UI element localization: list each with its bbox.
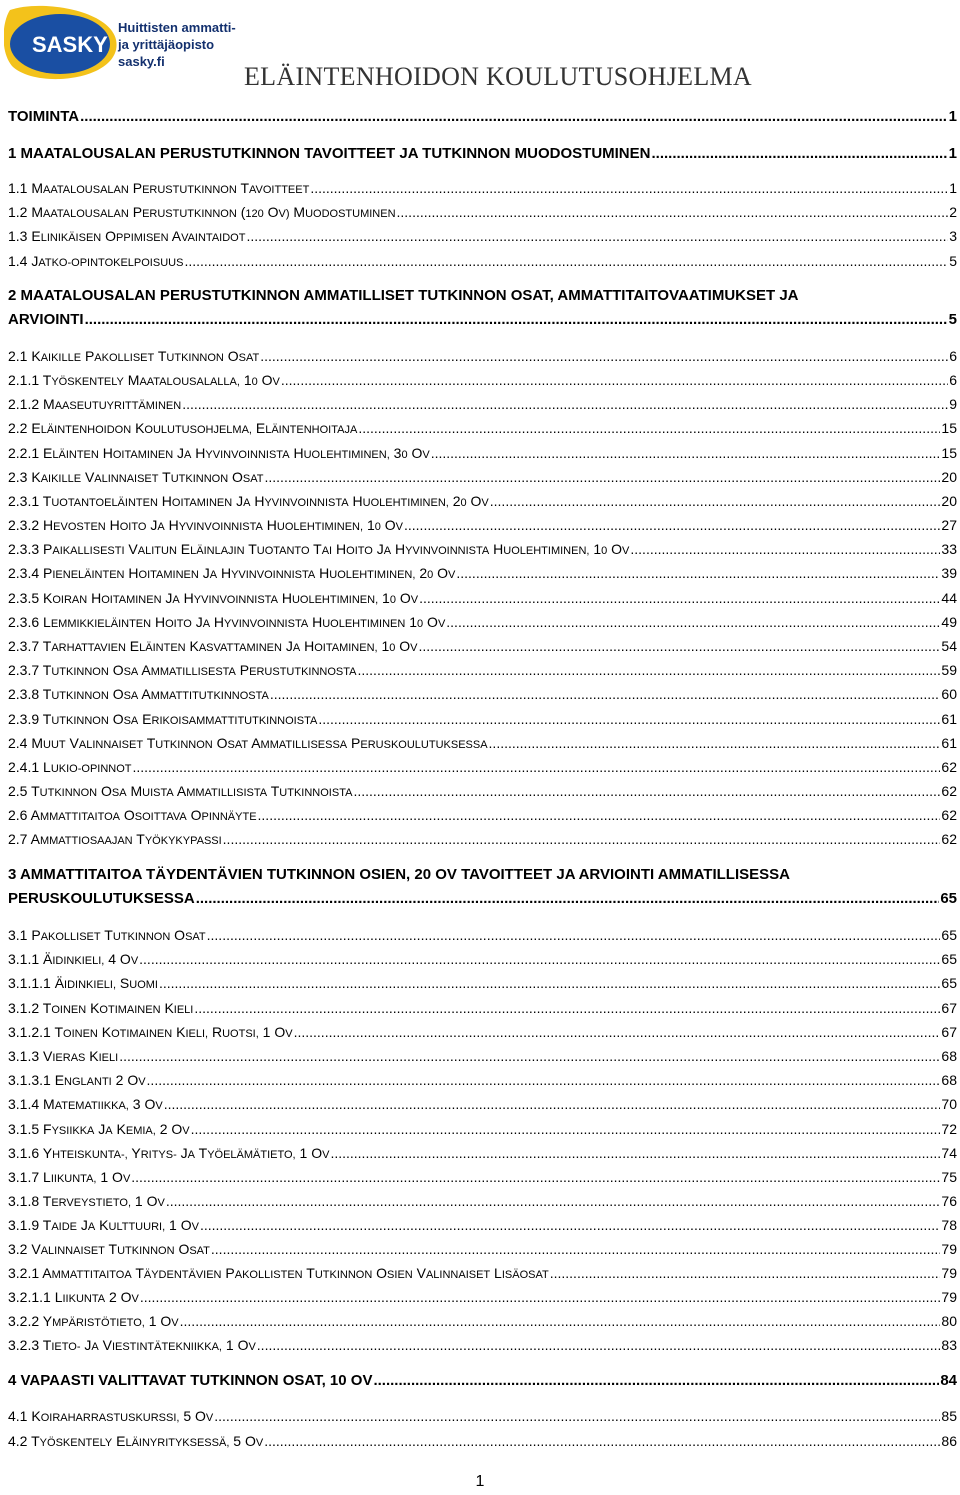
toc-entry-s2[interactable]: [8, 287, 957, 328]
dot-leader: [265, 469, 941, 485]
toc-entry-s2-3-7b[interactable]: [8, 662, 957, 678]
toc-entry-title: 2.1.1 TYÖSKENTELY MAATALOUSALALLA, 10 OV: [8, 372, 280, 388]
toc-entry-title: 2.3.7 TUTKINNON OSA AMMATILLISESTA PERUSTUTKINNOSTA: [8, 662, 357, 678]
toc-page-number: 1: [948, 108, 957, 125]
toc-page-number: 20: [941, 469, 957, 485]
toc-entry-title: TOIMINTA: [8, 108, 80, 125]
dot-leader: [196, 890, 940, 907]
toc-page-number: 65: [941, 975, 957, 991]
toc-entry-s3-1-1[interactable]: [8, 951, 957, 967]
dot-leader: [281, 372, 948, 388]
logo-line1: Huittisten ammatti-: [118, 20, 236, 35]
toc-entry-title: 1.2 MAATALOUSALAN PERUSTUTKINNON (120 OV) MUODOSTUMINEN: [8, 204, 396, 220]
toc-entry-title: 2.3.1 TUOTANTOELÄINTEN HOITAMINEN JA HYVINVOINNISTA HUOLEHTIMINEN, 20 OV: [8, 493, 489, 509]
toc-entry-title: 3.1.3 VIERAS KIELI: [8, 1048, 119, 1064]
toc-entry-title: 2.4.1 LUKIO-OPINNOT: [8, 759, 132, 775]
toc-entry-title: 2.4 MUUT VALINNAISET TUTKINNON OSAT AMMATILLISESSA PERUSKOULUTUKSESSA: [8, 735, 488, 751]
dot-leader: [630, 541, 940, 557]
toc-entry-title: 2.3.6 LEMMIKKIELÄINTEN HOITO JA HYVINVOINNISTA HUOLEHTIMINEN 10 OV: [8, 614, 446, 630]
dot-leader: [358, 420, 940, 436]
toc-entry-s3-1-1-1[interactable]: [8, 975, 957, 991]
toc-entry-title: 3 AMMATTITAITOA TÄYDENTÄVIEN TUTKINNON OSIEN, 20 OV TAVOITTEET JA ARVIOINTI AMMATILLISESSA: [8, 866, 790, 883]
toc-page-number: 84: [940, 1372, 957, 1389]
toc-entry-title: 3.1.1 ÄIDINKIELI, 4 OV: [8, 951, 139, 967]
toc-entry-title: 2.5 TUTKINNON OSA MUISTA AMMATILLISISTA TUTKINNOISTA: [8, 783, 353, 799]
toc-entry-s3-1-2-1[interactable]: [8, 1024, 957, 1040]
toc-entry-title: 2 MAATALOUSALAN PERUSTUTKINNON AMMATILLISET TUTKINNON OSAT, AMMATTITAITOVAATIMUKSET JA: [8, 287, 799, 304]
toc-entry-s2-3[interactable]: [8, 469, 957, 485]
toc-page-number: 75: [941, 1169, 957, 1185]
toc-page-number: 15: [941, 445, 957, 461]
toc-entry-title: 2.3.5 KOIRAN HOITAMINEN JA HYVINVOINNISTA HUOLEHTIMINEN, 10 OV: [8, 590, 419, 606]
toc-entry-title: 2.1 KAIKILLE PAKOLLISET TUTKINNON OSAT: [8, 348, 260, 364]
toc-entry-title: 3.1.5 FYSIIKKA JA KEMIA, 2 OV: [8, 1121, 190, 1137]
toc-page-number: 1: [948, 145, 957, 162]
toc-entry-s4-2[interactable]: [8, 1433, 957, 1449]
dot-leader: [133, 759, 941, 775]
toc-entry-title: 3.1.1.1 ÄIDINKIELI, SUOMI: [8, 975, 158, 991]
dot-leader: [446, 614, 940, 630]
dot-leader: [85, 311, 948, 328]
toc-page-number: 65: [941, 927, 957, 943]
toc-entry-s4-1[interactable]: [8, 1408, 957, 1424]
logo-line3: sasky.fi: [118, 54, 165, 69]
toc-page-number: 49: [941, 614, 957, 630]
toc-page-number: 83: [941, 1337, 957, 1353]
toc-entry-toiminta[interactable]: [8, 108, 957, 125]
dot-leader: [419, 590, 940, 606]
toc-page-number: 62: [941, 759, 957, 775]
toc-entry-title: 3.1.8 TERVEYSTIETO, 1 OV: [8, 1193, 165, 1209]
toc-entry-s2-2-1[interactable]: [8, 445, 957, 461]
dot-leader: [260, 348, 948, 364]
dot-leader: [211, 1241, 941, 1257]
toc-page-number: 15: [941, 420, 957, 436]
dot-leader: [200, 1217, 940, 1233]
toc-page-number: 61: [941, 711, 957, 727]
toc-entry-title: 3.1.7 LIIKUNTA, 1 OV: [8, 1169, 131, 1185]
toc-entry-title: 3.2.1.1 LIIKUNTA 2 OV: [8, 1289, 139, 1305]
toc-entry-title: 4.1 KOIRAHARRASTUSKURSSI, 5 OV: [8, 1408, 214, 1424]
toc-page-number: 44: [941, 590, 957, 606]
dot-leader: [318, 711, 940, 727]
toc-entry-s3-2-3[interactable]: [8, 1337, 957, 1353]
toc-entry-s2-3-5[interactable]: [8, 590, 957, 606]
toc-entry-s2-1-1[interactable]: [8, 372, 957, 388]
toc-entry-s2-3-7a[interactable]: [8, 638, 957, 654]
toc-entry-title: 3.2.1 AMMATTITAITOA TÄYDENTÄVIEN PAKOLLISTEN TUTKINNON OSIEN VALINNAISET LISÄOSAT: [8, 1265, 549, 1281]
dot-leader: [159, 975, 940, 991]
toc-page-number: 1: [949, 180, 957, 196]
toc-entry-s4[interactable]: [8, 1372, 957, 1389]
dot-leader: [294, 1024, 941, 1040]
toc-page-number: 68: [941, 1048, 957, 1064]
toc-entry-s2-2[interactable]: [8, 420, 957, 436]
toc-page-number: 54: [941, 638, 957, 654]
toc-entry-title: 4 VAPAASTI VALITTAVAT TUTKINNON OSAT, 10 OV: [8, 1372, 373, 1389]
toc-page-number: 79: [941, 1265, 957, 1281]
toc-entry-title: 4.2 TYÖSKENTELY ELÄINYRITYKSESSÄ, 5 OV: [8, 1433, 264, 1449]
toc-entry-title: 2.2 ELÄINTENHOIDON KOULUTUSOHJELMA, ELÄINTENHOITAJA: [8, 420, 358, 436]
dot-leader: [489, 735, 941, 751]
dot-leader: [80, 108, 948, 125]
toc-entry-s1-4[interactable]: [8, 253, 957, 269]
toc-page-number: 5: [948, 311, 957, 328]
toc-entry-s3-2[interactable]: [8, 1241, 957, 1257]
toc-entry-s2-3-6[interactable]: [8, 614, 957, 630]
toc-entry-title: 3.1.9 TAIDE JA KULTTUURI, 1 OV: [8, 1217, 199, 1233]
dot-leader: [180, 1313, 941, 1329]
toc-page-number: 65: [940, 890, 957, 907]
toc-entry-s2-3-8[interactable]: [8, 686, 957, 702]
toc-entry-title: 3.1 PAKOLLISET TUTKINNON OSAT: [8, 927, 206, 943]
dot-leader: [490, 493, 941, 509]
dot-leader: [373, 1372, 939, 1389]
toc-entry-title: 2.3.3 PAIKALLISESTI VALITUN ELÄINLAJIN TUOTANTO TAI HOITO JA HYVINVOINNISTA HUOLEHTIMINEN, 10 OV: [8, 541, 630, 557]
toc-entry-s2-4[interactable]: [8, 735, 957, 751]
toc-page-number: 33: [941, 541, 957, 557]
toc-page-number: 61: [941, 735, 957, 751]
dot-leader: [191, 1121, 941, 1137]
toc-page-number: 27: [941, 517, 957, 533]
toc-page-number: 86: [941, 1433, 957, 1449]
dot-leader: [330, 1145, 940, 1161]
dot-leader: [310, 180, 948, 196]
dot-leader: [131, 1169, 940, 1185]
toc-page-number: 39: [941, 565, 957, 581]
toc-entry-title: 3.2.3 TIETO- JA VIESTINTÄTEKNIIKKA, 1 OV: [8, 1337, 256, 1353]
toc-entry-s1-3[interactable]: [8, 228, 957, 244]
toc-entry-title: 2.3.2 HEVOSTEN HOITO JA HYVINVOINNISTA HUOLEHTIMINEN, 10 OV: [8, 517, 403, 533]
toc-entry-title: 3.1.4 MATEMATIIKKA, 3 OV: [8, 1096, 163, 1112]
toc-entry-s3-1-3-1[interactable]: [8, 1072, 957, 1088]
toc-page-number: 74: [941, 1145, 957, 1161]
toc-entry-s2-3-4[interactable]: [8, 565, 957, 581]
dot-leader: [358, 662, 941, 678]
toc-page-number: 67: [941, 1024, 957, 1040]
toc-page-number: 85: [941, 1408, 957, 1424]
toc-entry-title-continued: PERUSKOULUTUKSESSA: [8, 890, 195, 907]
toc-page-number: 3: [949, 228, 957, 244]
toc-entry-title: 3.1.6 YHTEISKUNTA-, YRITYS- JA TYÖELÄMÄTIETO, 1 OV: [8, 1145, 330, 1161]
toc-entry-s2-6[interactable]: [8, 807, 957, 823]
dot-leader: [651, 145, 947, 162]
toc-entry-s1-2[interactable]: [8, 204, 957, 220]
dot-leader: [419, 638, 941, 654]
toc-entry-title: 2.3 KAIKILLE VALINNAISET TUTKINNON OSAT: [8, 469, 264, 485]
toc-page-number: 6: [949, 372, 957, 388]
toc-page-number: 76: [941, 1193, 957, 1209]
toc-entry-title-continued: ARVIOINTI: [8, 311, 84, 328]
toc-entry-s3-1-5[interactable]: [8, 1121, 957, 1137]
dot-leader: [164, 1096, 941, 1112]
logo-brand: SASKY: [32, 32, 108, 57]
toc-entry-s2-5[interactable]: [8, 783, 957, 799]
toc-entry-title: 1.3 ELINIKÄISEN OPPIMISEN AVAINTAIDOT: [8, 228, 246, 244]
dot-leader: [184, 253, 948, 269]
toc-page-number: 80: [941, 1313, 957, 1329]
toc-entry-title: 3.1.2 TOINEN KOTIMAINEN KIELI: [8, 1000, 194, 1016]
dot-leader: [214, 1408, 940, 1424]
toc-entry-s3-1-4[interactable]: [8, 1096, 957, 1112]
toc-entry-s3-1-2[interactable]: [8, 1000, 957, 1016]
toc-entry-s3-1-8[interactable]: [8, 1193, 957, 1209]
toc-entry-s3-1-7[interactable]: [8, 1169, 957, 1185]
toc-entry-s2-1-2[interactable]: [8, 396, 957, 412]
dot-leader: [139, 951, 940, 967]
toc-entry-s1[interactable]: [8, 145, 957, 162]
dot-leader: [194, 1000, 940, 1016]
toc-entry-title: 2.2.1 ELÄINTEN HOITAMINEN JA HYVINVOINNISTA HUOLEHTIMINEN, 30 OV: [8, 445, 430, 461]
logo-line2: ja yrittäjäopisto: [118, 37, 215, 52]
dot-leader: [119, 1048, 940, 1064]
sasky-logo: [4, 2, 244, 88]
toc-entry-s2-3-9[interactable]: [8, 711, 957, 727]
dot-leader: [258, 807, 941, 823]
toc-page-number: 62: [941, 831, 957, 847]
toc-page-number: 79: [941, 1289, 957, 1305]
toc-entry-title: 2.3.9 TUTKINNON OSA ERIKOISAMMATTITUTKINNOISTA: [8, 711, 318, 727]
toc-entry-title: 1 MAATALOUSALAN PERUSTUTKINNON TAVOITTEET JA TUTKINNON MUODOSTUMINEN: [8, 145, 651, 162]
toc-entry-title: 3.1.2.1 TOINEN KOTIMAINEN KIELI, RUOTSI, 1 OV: [8, 1024, 293, 1040]
toc-page-number: 68: [941, 1072, 957, 1088]
toc-page-number: 62: [941, 783, 957, 799]
toc-page-number: 67: [941, 1000, 957, 1016]
toc-entry-title: 2.3.8 TUTKINNON OSA AMMATTITUTKINNOSTA: [8, 686, 269, 702]
toc-entry-title: 2.1.2 MAASEUTUYRITTÄMINEN: [8, 396, 182, 412]
toc-entry-s1-1[interactable]: [8, 180, 957, 196]
toc-page-number: 20: [941, 493, 957, 509]
toc-page-number: 70: [941, 1096, 957, 1112]
toc-entry-s2-1[interactable]: [8, 348, 957, 364]
toc-entry-s3-2-1-1[interactable]: [8, 1289, 957, 1305]
toc-entry-title: 3.2.2 YMPÄRISTÖTIETO, 1 OV: [8, 1313, 179, 1329]
toc-page-number: 78: [941, 1217, 957, 1233]
dot-leader: [404, 517, 940, 533]
dot-leader: [353, 783, 940, 799]
dot-leader: [431, 445, 941, 461]
dot-leader: [264, 1433, 940, 1449]
dot-leader: [257, 1337, 941, 1353]
toc-entry-s2-7[interactable]: [8, 831, 957, 847]
toc-page-number: 65: [941, 951, 957, 967]
toc-entry-s3-2-1[interactable]: [8, 1265, 957, 1281]
dot-leader: [147, 1072, 941, 1088]
toc-entry-title: 1.4 JATKO-OPINTOKELPOISUUS: [8, 253, 184, 269]
toc-page-number: 6: [949, 348, 957, 364]
dot-leader: [223, 831, 941, 847]
dot-leader: [246, 228, 948, 244]
dot-leader: [182, 396, 948, 412]
toc-entry-s2-3-2[interactable]: [8, 517, 957, 533]
toc-page-number: 59: [941, 662, 957, 678]
page-number: 1: [475, 1473, 485, 1490]
toc-entry-s3-1-6[interactable]: [8, 1145, 957, 1161]
toc-page-number: 62: [941, 807, 957, 823]
toc-entry-s3-2-2[interactable]: [8, 1313, 957, 1329]
toc-page-number: 2: [949, 204, 957, 220]
dot-leader: [207, 927, 941, 943]
toc-page-number: 9: [949, 396, 957, 412]
toc-entry-s2-4-1[interactable]: [8, 759, 957, 775]
toc-entry-title: 2.6 AMMATTITAITOA OSOITTAVA OPINNÄYTE: [8, 807, 257, 823]
toc-page-number: 60: [941, 686, 957, 702]
toc-page-number: 79: [941, 1241, 957, 1257]
dot-leader: [140, 1289, 941, 1305]
toc-entry-s2-3-3[interactable]: [8, 541, 957, 557]
toc-page-number: 72: [941, 1121, 957, 1137]
dot-leader: [270, 686, 941, 702]
toc-entry-s2-3-1[interactable]: [8, 493, 957, 509]
toc-entry-title: 2.3.4 PIENELÄINTEN HOITAMINEN JA HYVINVOINNISTA HUOLEHTIMINEN, 20 OV: [8, 565, 456, 581]
toc-entry-s3-1-9[interactable]: [8, 1217, 957, 1233]
toc-entry-s3-1-3[interactable]: [8, 1048, 957, 1064]
dot-leader: [166, 1193, 941, 1209]
toc-entry-s3[interactable]: [8, 866, 957, 907]
dot-leader: [550, 1265, 941, 1281]
toc-entry-title: 1.1 MAATALOUSALAN PERUSTUTKINNON TAVOITTEET: [8, 180, 310, 196]
toc-entry-title: 2.3.7 TARHATTAVIEN ELÄINTEN KASVATTAMINEN JA HOITAMINEN, 10 OV: [8, 638, 418, 654]
toc-entry-title: 3.2 VALINNAISET TUTKINNON OSAT: [8, 1241, 210, 1257]
toc-entry-s3-1[interactable]: [8, 927, 957, 943]
toc-entry-title: 3.1.3.1 ENGLANTI 2 OV: [8, 1072, 146, 1088]
dot-leader: [397, 204, 949, 220]
document-title: ELÄINTENHOIDON KOULUTUSOHJELMA: [244, 62, 752, 91]
toc-entry-title: 2.7 AMMATTIOSAAJAN TYÖKYKYPASSI: [8, 831, 222, 847]
dot-leader: [456, 565, 940, 581]
toc-page-number: 5: [949, 253, 957, 269]
